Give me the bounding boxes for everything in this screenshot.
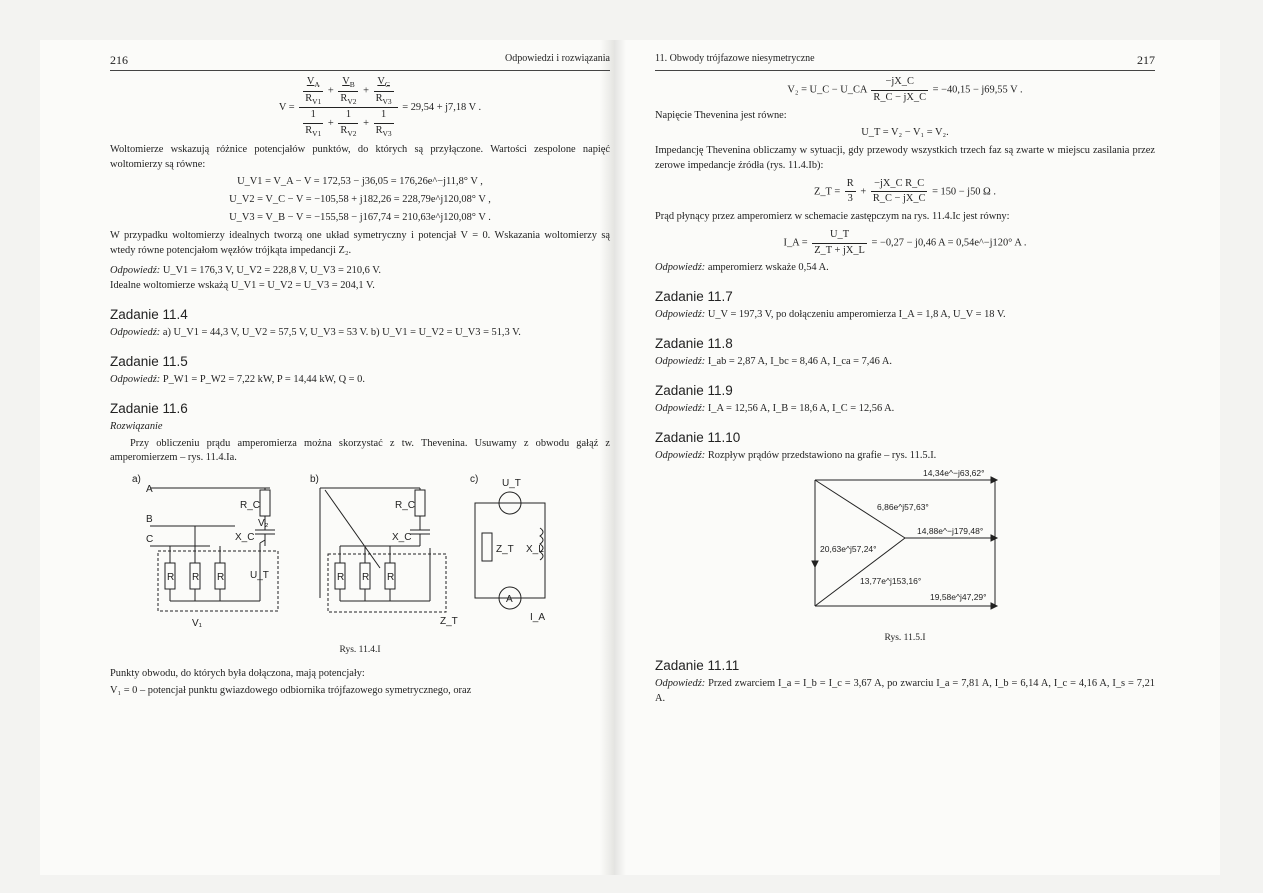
paragraph: Woltomierze wskazują różnice potencjałów punktów, do których są przyłączone. Wartości zespolone napięć woltomierzy są równe: — [110, 143, 610, 170]
section-title: Zadanie 11.6 — [110, 400, 188, 416]
equation-uv3: U_V3 = V_B − V = −155,58 − j167,74 = 210,63e^j120,08° V . — [229, 211, 491, 223]
figure-caption: Rys. 11.4.I — [339, 644, 381, 655]
equation-v2: V₂ = U_C − U_CA $\frac{-jX\_C}{R\_C - jX\_C}$ = −40,15 − j69,55 V . — [787, 76, 1023, 103]
edge-label: 13,77e^j153,16° — [860, 575, 922, 586]
component-label: I_A — [530, 612, 546, 624]
section-title: Zadanie 11.11 — [655, 658, 740, 674]
page-header — [110, 52, 610, 71]
equation-uv2: U_V2 = V_C − V = −105,58 + j182,26 = 228,79e^j120,08° V , — [229, 194, 491, 206]
answer: Odpowiedź: Przed zwarciem I_a = I_b = I_c = 3,67 A, po zwarciu I_a = 7,81 A, I_b = 6,14 A, I_c = 4,16 A, I_s = 7,21 A. — [655, 678, 1155, 705]
component-label: V₁ — [192, 618, 203, 630]
component-label: R — [362, 572, 370, 584]
section-title: Zadanie 11.9 — [655, 383, 733, 399]
component-label: R_C — [395, 500, 416, 512]
answer: Odpowiedź: P_W1 = P_W2 = 7,22 kW, P = 14,44 kW, Q = 0. — [110, 373, 365, 385]
component-label: R — [217, 572, 225, 584]
component-label: X_C — [235, 532, 255, 544]
answer: Odpowiedź: I_ab = 2,87 A, I_bc = 8,46 A, I_ca = 7,46 A. — [655, 356, 892, 368]
paragraph: Impedancję Thevenina obliczamy w sytuacji, gdy przewody wszystkich trzech faz są zwarte w miejscu zasilania przez zerowe impedancje źródła (rys. 11.4.Ib): — [655, 145, 1155, 171]
component-label: X_C — [392, 532, 412, 544]
equation-v — [150, 75, 610, 140]
left-page — [110, 52, 610, 701]
equation-ut: U_T = V₂ − V₁ = V₂. — [861, 127, 949, 139]
component-label: U_T — [502, 478, 521, 490]
answer-text: U_V1 = 176,3 V, U_V2 = 228,8 V, U_V3 = 210,6 V. — [162, 265, 382, 277]
node-label: B — [146, 514, 153, 526]
running-head: 11. Obwody trójfazowe niesymetryczne — [655, 53, 815, 64]
subsection-title: Rozwiązanie — [110, 420, 163, 432]
paragraph: V₁ = 0 – potencjał punktu gwiazdowego odbiornika trójfazowego symetrycznego, oraz — [110, 685, 472, 697]
figure-caption: Rys. 11.5.I — [884, 632, 926, 643]
component-label: R — [167, 572, 175, 584]
section-title: Zadanie 11.5 — [110, 353, 188, 369]
fig-label-c: c) — [470, 474, 479, 486]
answer: Odpowiedź: a) U_V1 = 44,3 V, U_V2 = 57,5 V, U_V3 = 53 V. b) U_V1 = U_V2 = U_V3 = 51,3 V. — [110, 326, 521, 338]
circuit-diagram — [110, 468, 580, 636]
component-label: R — [387, 572, 395, 584]
edge-label: 19,58e^j47,29° — [930, 591, 987, 602]
page-header — [655, 52, 1155, 71]
current-graph — [655, 466, 1155, 624]
answer-label: Odpowiedź: — [110, 265, 161, 277]
component-label: Z_T — [496, 544, 514, 556]
fig-label-b: b) — [310, 474, 319, 486]
answer: Odpowiedź: I_A = 12,56 A, I_B = 18,6 A, I_C = 12,56 A. — [655, 403, 895, 415]
answer — [110, 264, 610, 294]
answer: Odpowiedź: amperomierz wskaże 0,54 A. — [655, 262, 829, 274]
component-label: R — [337, 572, 345, 584]
answer: Odpowiedź: Rozpływ prądów przedstawiono na grafie – rys. 11.5.I. — [655, 450, 937, 462]
equation-ia: I_A = $\frac{U\_T}{Z\_T + jX\_L}$ = −0,27 − j0,46 A = 0,54e^−j120° A . — [783, 228, 1027, 256]
answer-text: Idealne woltomierze wskażą U_V1 = U_V2 = U_V3 = 204,1 V. — [110, 280, 375, 292]
eq-lhs: V = — [278, 101, 295, 113]
component-label: U_T — [250, 570, 269, 582]
eq-big-fraction: $\frac{V_A}{R_{V1}}$ + $\frac{V_B}{R_{V2}}$ + $\frac{V_C}{R_{V3}}$ $\frac{1}{R_{V1}}$ + $\frac{1}{R_{V2}}$ + $\frac{1}{R_{V3}}$ — [299, 75, 397, 140]
paragraph: Napięcie Thevenina jest równe: — [655, 109, 787, 121]
fig-label-a: a) — [132, 474, 141, 486]
section-title: Zadanie 11.8 — [655, 336, 733, 352]
node-label: A — [146, 484, 153, 496]
eq-result: = 29,54 + j7,18 V . — [402, 101, 482, 113]
equation-zt: Z_T = $\frac{R}{3}$ + $\frac{\text{−jX\_C R\_C}}{R\_C - jX\_C}$ = 150 − j50 Ω . — [814, 177, 996, 205]
ammeter-label: A — [506, 594, 513, 606]
page-number: 217 — [1137, 53, 1155, 67]
equation-uv1: U_V1 = V_A − V = 172,53 − j36,05 = 176,26e^−j11,8° V , — [237, 176, 483, 188]
section-title: Zadanie 11.7 — [655, 289, 733, 305]
edge-label: 20,63e^j57,24° — [820, 543, 877, 554]
component-label: X_L — [526, 544, 544, 556]
answer: Odpowiedź: U_V = 197,3 V, po dołączeniu amperomierza I_A = 1,8 A, U_V = 18 V. — [655, 309, 1006, 321]
right-page — [655, 52, 1155, 709]
section-title: Zadanie 11.4 — [110, 306, 188, 322]
component-label: R_C — [240, 500, 261, 512]
edge-label: 14,34e^−j63,62° — [923, 467, 985, 478]
paragraph: Przy obliczeniu prądu amperomierza można skorzystać z tw. Thevenina. Usuwamy z obwodu gałąź z amperomierzem – rys. 11.4.Ia. — [110, 437, 610, 464]
component-label: Z_T — [440, 616, 458, 628]
page-number: 216 — [110, 53, 128, 67]
section-title: Zadanie 11.10 — [655, 429, 741, 445]
paragraph: W przypadku woltomierzy idealnych tworzą one układ symetryczny i potencjał V = 0. Wskazania woltomierzy są wtedy równe potencjałom węzłów trójkąta impedancji Z₂. — [110, 229, 610, 256]
paragraph: Prąd płynący przez amperomierz w schemacie zastępczym na rys. 11.4.Ic jest równy: — [655, 211, 1010, 223]
component-label: V₂ — [258, 518, 269, 530]
current-graph-figure — [655, 466, 1155, 645]
running-head: Odpowiedzi i rozwiązania — [505, 53, 610, 64]
edge-label: 6,86e^j57,63° — [877, 501, 929, 512]
component-label: R — [192, 572, 200, 584]
edge-label: 14,88e^−j179,48° — [917, 525, 984, 536]
circuit-figure — [110, 468, 610, 657]
node-label: C — [146, 534, 154, 546]
paragraph: Punkty obwodu, do których była dołączona, mają potencjały: — [110, 668, 365, 680]
